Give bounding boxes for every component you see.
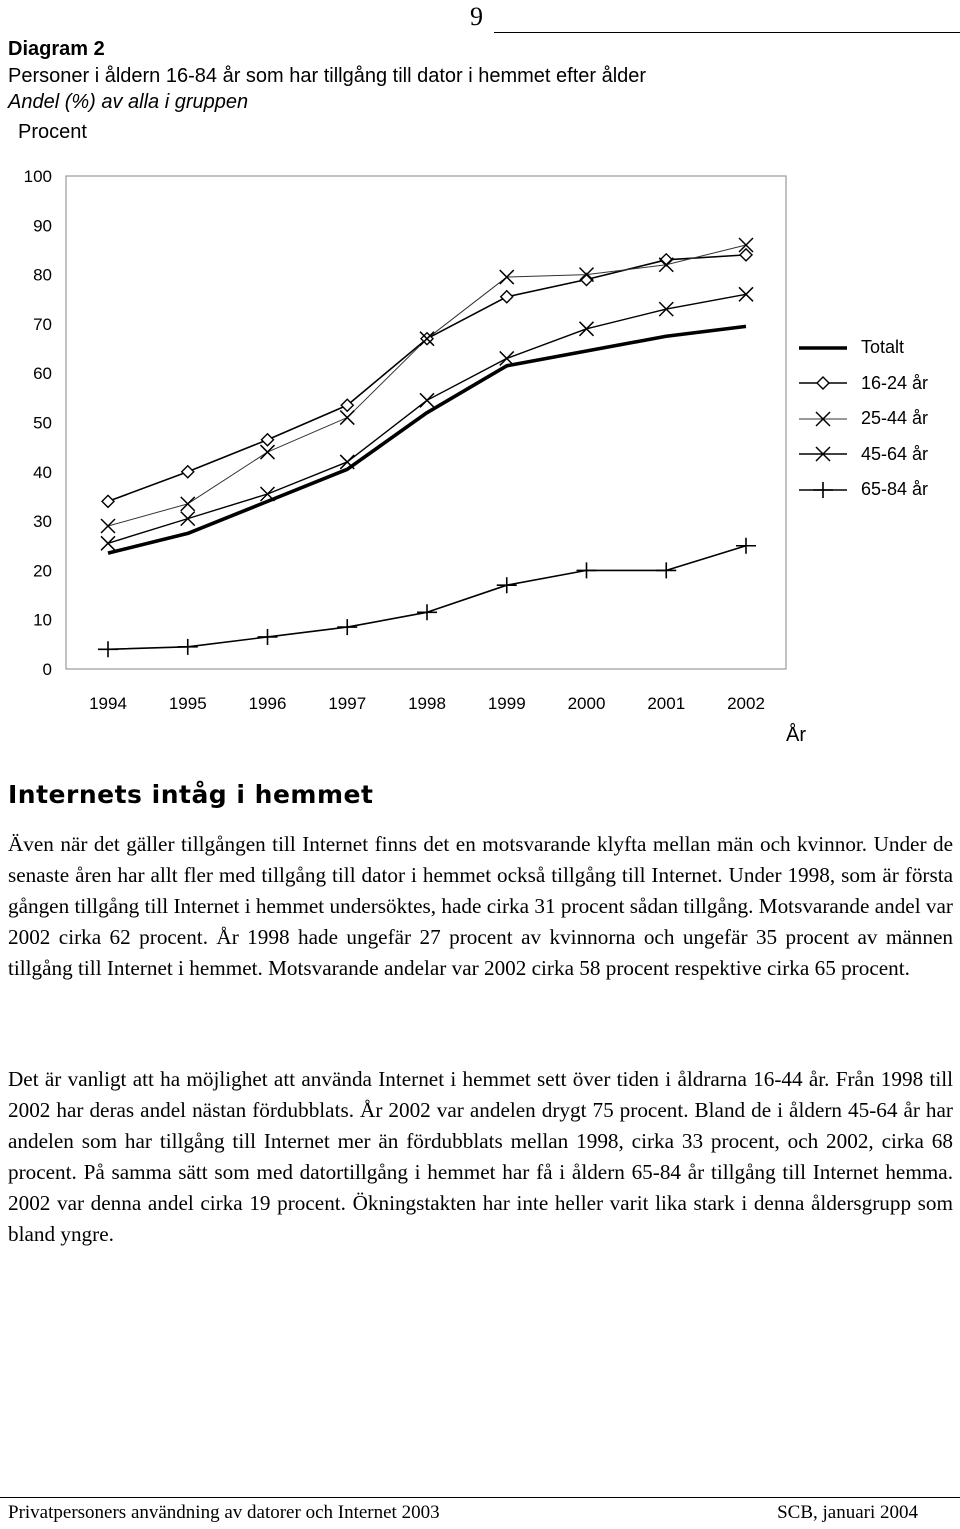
series-line bbox=[108, 294, 746, 543]
plot-area-border bbox=[66, 176, 786, 669]
series-line bbox=[108, 326, 746, 553]
x-tick-label: 2002 bbox=[727, 694, 765, 713]
diagram-subtitle: Personer i åldern 16-84 år som har tillgång till dator i hemmet efter ålder bbox=[8, 65, 647, 87]
x-tick-label: 2000 bbox=[567, 694, 606, 713]
y-tick-label: 30 bbox=[33, 512, 52, 532]
data-point bbox=[659, 302, 673, 316]
footer-publication-title: Privatpersoners användning av datorer och Internet 2003 bbox=[8, 1502, 440, 1523]
data-point bbox=[178, 639, 198, 655]
data-point bbox=[181, 512, 195, 526]
footer-rule bbox=[0, 1497, 960, 1498]
data-point bbox=[182, 466, 194, 478]
data-point bbox=[497, 577, 517, 593]
x-tick-label: 1999 bbox=[487, 694, 526, 713]
y-tick-label: 20 bbox=[33, 561, 52, 581]
chart-legend bbox=[795, 330, 960, 508]
data-point bbox=[337, 619, 357, 635]
data-point bbox=[340, 411, 354, 425]
legend-label: 65-84 år bbox=[861, 479, 929, 500]
legend-swatch bbox=[795, 373, 851, 393]
series-16-24-ar bbox=[102, 249, 752, 508]
data-point bbox=[739, 287, 753, 301]
legend-item bbox=[795, 437, 960, 473]
data-point bbox=[262, 434, 274, 446]
data-point bbox=[577, 562, 597, 578]
header-rule bbox=[494, 32, 960, 33]
diagram-note: Andel (%) av alla i gruppen bbox=[8, 91, 249, 113]
legend-item bbox=[795, 366, 960, 402]
data-point bbox=[656, 562, 676, 578]
data-point bbox=[261, 445, 275, 459]
data-point bbox=[417, 604, 437, 620]
y-tick-label: 70 bbox=[33, 314, 52, 334]
series-45-64-ar bbox=[101, 287, 753, 550]
paragraph-1: Även när det gäller tillgången till Internet finns det en motsvarande klyfta mellan män och kvinnor. Under de senaste åren har allt fler med tillgång till dator i hemmet också tillgång till Internet. Under 1998, som är första gången tillgång till Internet i hemmet undersöktes, hade cirka 31 procent sådan tillgång. Motsvarande andel var 2002 cirka 62 procent. År 1998 hade ungefär 27 procent av kvinnorna och ungefär 35 procent av männen tillgång till Internet i hemmet. Motsvarande andelar var 2002 cirka 58 procent respektive cirka 65 procent. bbox=[8, 832, 953, 980]
data-point bbox=[340, 455, 354, 469]
series-25-44-ar bbox=[101, 238, 753, 533]
series-Totalt bbox=[108, 326, 746, 553]
x-tick-label: 1998 bbox=[408, 694, 446, 713]
legend-marker bbox=[817, 377, 829, 389]
x-tick-label: 1996 bbox=[248, 694, 287, 713]
legend-item bbox=[795, 401, 960, 437]
legend-item bbox=[795, 330, 960, 366]
data-point bbox=[580, 322, 594, 336]
x-tick-label: 1994 bbox=[89, 694, 127, 713]
data-point bbox=[501, 291, 513, 303]
series-line bbox=[108, 245, 746, 526]
x-tick-labels bbox=[89, 694, 765, 713]
footer-publisher-date: SCB, januari 2004 bbox=[777, 1502, 918, 1523]
legend-label: 16-24 år bbox=[861, 372, 929, 393]
series-line bbox=[108, 546, 746, 650]
diagram-title: Diagram 2 bbox=[8, 38, 105, 60]
data-point bbox=[101, 536, 115, 550]
data-point bbox=[102, 495, 114, 507]
paragraph-2: Det är vanligt att ha möjlighet att använda Internet i hemmet sett över tiden i åldrarna 16-44 år. Från 1998 till 2002 har deras andel nästan fördubblats. År 2002 var andelen drygt 75 procent. Bland de i åldern 45-64 år har andelen som har tillgång till Internet mer än fördubblats mellan 1998, cirka 33 procent, och 2002, cirka 68 procent. På samma sätt som med datortillgång i hemmet har få i åldern 65-84 år tillgång till Internet hemma. 2002 var denna andel cirka 19 procent. Ökningstakten har inte heller varit lika stark i denna åldersgrupp som bland yngre. bbox=[8, 1067, 953, 1246]
data-point bbox=[98, 641, 118, 657]
y-tick-label: 60 bbox=[33, 364, 52, 384]
y-tick-label: 90 bbox=[33, 216, 52, 236]
y-tick-labels bbox=[24, 167, 52, 679]
section-heading: Internets intåg i hemmet bbox=[8, 780, 374, 809]
series-layer bbox=[98, 238, 756, 657]
x-tick-label: 1997 bbox=[328, 694, 367, 713]
y-tick-label: 0 bbox=[42, 660, 52, 679]
legend-swatch bbox=[795, 444, 851, 464]
legend-label: 25-44 år bbox=[861, 408, 929, 429]
legend-item bbox=[795, 472, 960, 508]
x-tick-label: 2001 bbox=[647, 694, 686, 713]
legend-swatch bbox=[795, 480, 851, 500]
y-tick-label: 40 bbox=[33, 462, 52, 482]
legend-swatch bbox=[795, 409, 851, 429]
y-tick-label: 80 bbox=[33, 265, 52, 285]
x-axis-label: År bbox=[786, 724, 806, 746]
x-tick-label: 1995 bbox=[168, 694, 207, 713]
y-axis-label: Procent bbox=[18, 121, 87, 143]
legend-swatch bbox=[795, 338, 851, 358]
line-chart bbox=[0, 150, 800, 720]
data-point bbox=[740, 249, 752, 261]
data-point bbox=[181, 497, 195, 511]
data-point bbox=[261, 487, 275, 501]
y-tick-label: 10 bbox=[33, 610, 52, 630]
series-line bbox=[108, 255, 746, 502]
data-point bbox=[736, 538, 756, 554]
y-tick-label: 50 bbox=[33, 413, 52, 433]
y-tick-label: 100 bbox=[23, 167, 52, 186]
data-point bbox=[258, 629, 278, 645]
data-point bbox=[500, 351, 514, 365]
legend-label: Totalt bbox=[861, 337, 905, 358]
legend-label: 45-64 år bbox=[861, 443, 929, 464]
series-65-84-ar bbox=[98, 538, 756, 658]
page-number: 9 bbox=[470, 2, 483, 31]
data-point bbox=[101, 519, 115, 533]
legend-marker bbox=[813, 482, 833, 498]
data-point bbox=[420, 393, 434, 407]
